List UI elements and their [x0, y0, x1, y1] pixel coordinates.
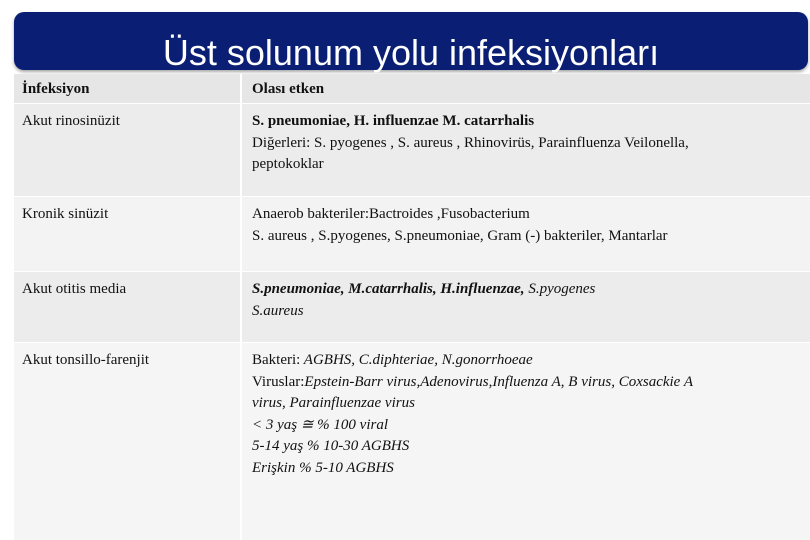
- pathogen-line: Diğerleri: S. pyogenes , S. aureus , Rhinovirüs, Parainfluenza Veilonella,: [252, 134, 689, 151]
- pathogen-line: [252, 372, 804, 394]
- column-divider: [240, 74, 242, 103]
- table-row: [14, 343, 810, 540]
- pathogen-italic-text: S.pyogenes: [524, 281, 596, 297]
- pathogen-line: [252, 350, 804, 372]
- infection-name: Akut rinosinüzit: [22, 113, 120, 129]
- header-pathogen: Olası etken: [252, 81, 325, 97]
- bacteria-list: AGBHS, C.diphteriae, N.gonorrhoeae: [300, 352, 533, 368]
- virus-list: Epstein-Barr virus,Adenovirus,Influenza A, B virus, Coxsackie A: [304, 373, 693, 390]
- table-row: [14, 104, 810, 196]
- infection-name: Akut otitis media: [22, 281, 127, 297]
- title-banner: [14, 12, 808, 73]
- pathogen-cell: [252, 350, 804, 479]
- age-stat-line: < 3 yaş ≅ % 100 viral: [252, 416, 389, 433]
- pathogen-bold-text: S.pneumoniae, M.catarrhalis, H.influenzae,: [252, 281, 525, 297]
- age-stat-line: Erişkin % 5-10 AGBHS: [252, 459, 394, 476]
- pathogen-line: [252, 279, 804, 301]
- column-divider: [240, 272, 242, 342]
- pathogen-line: S. aureus , S.pyogenes, S.pneumoniae, Gram (-) bakteriler, Mantarlar: [252, 227, 668, 244]
- table-row: [14, 272, 810, 342]
- pathogen-cell: [252, 279, 804, 322]
- virus-label: Viruslar:: [252, 373, 305, 390]
- page-title: Üst solunum yolu infeksiyonları: [162, 32, 660, 73]
- pathogen-cell: [252, 204, 804, 247]
- column-divider: [240, 343, 242, 540]
- column-divider: [240, 197, 242, 271]
- pathogen-line: S. pneumoniae, H. influenzae M. catarrhalis: [252, 113, 535, 129]
- pathogen-line: virus, Parainfluenzae virus: [252, 395, 415, 411]
- table-header-row: [14, 74, 810, 103]
- header-infection: İnfeksiyon: [22, 81, 90, 97]
- pathogen-line: S.aureus: [252, 302, 304, 319]
- age-stat-line: 5-14 yaş % 10-30 AGBHS: [252, 438, 410, 454]
- bacteria-label: Bakteri:: [252, 352, 301, 368]
- pathogen-cell: [252, 111, 804, 176]
- infection-name: Kronik sinüzit: [22, 206, 109, 222]
- infection-name: Akut tonsillo-farenjit: [22, 352, 150, 368]
- column-divider: [240, 104, 242, 196]
- pathogen-line: peptokoklar: [252, 156, 324, 172]
- infection-table: [14, 74, 810, 540]
- table-row: [14, 197, 810, 271]
- pathogen-line: Anaerob bakteriler:Bactroides ,Fusobacterium: [252, 206, 530, 222]
